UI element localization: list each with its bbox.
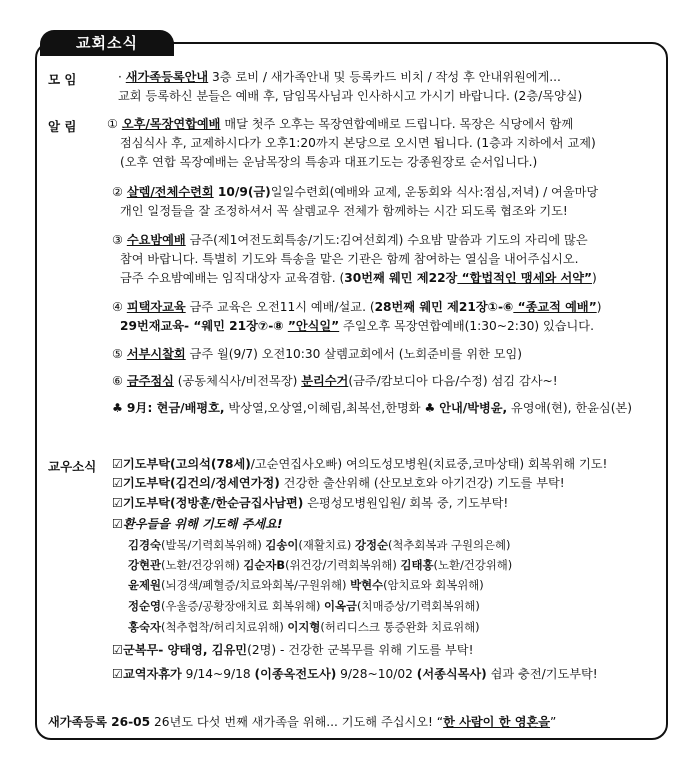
notice-3-line-1: ③ 수요밤예배 금주(제1여전도회특송/기도:김여선회계) 수요밤 말씀과 기도의 자리에 많은 (112, 233, 588, 247)
notice-4-line-1: ④ 피택자교육 금주 교육은 오전11시 예배/설교. (28번째 웨민 제21장①-⑥ “종교적 예배”) (112, 300, 602, 314)
notice-5: ⑤ 서부시찰회 금주 월(9/7) 오전10:30 살렘교회에서 (노회준비를 위한 모임) (112, 347, 523, 361)
checkbox-icon: ☑ (112, 517, 123, 531)
club-icon: ♣ (112, 401, 123, 415)
club-icon: ♣ (424, 401, 436, 415)
checkbox-icon: ☑ (112, 476, 123, 490)
member-news-5: ☑군복무- 양태영, 김유민(2명) - 건강한 군복무를 위해 기도를 부탁! (112, 643, 474, 657)
member-news-2: ☑기도부탁(김건의/정세연가정) 건강한 출산위해 (산모보호와 아기건강) 기도를 부탁! (112, 476, 565, 490)
label-members: 교우소식 (48, 459, 97, 474)
notice-1-line-3: (오후 연합 목장예배는 운남목장의 특송과 대표기도는 강종원장로 순서입니다.) (120, 155, 538, 169)
patient-line-2: 강현관(노환/건강위해) 김순자B(위건강/기력회복위해) 김태홍(노환/건강위해) (128, 558, 513, 572)
label-welcome: 모 임 (48, 72, 77, 87)
notice-1-line-2: 점심식사 후, 교제하시다가 오후1:20까지 본당으로 오시면 됩니다. (1층과 지하에서 교제) (120, 136, 596, 150)
member-news-6: ☑교역자휴가 9/14~9/18 (이종옥전도사) 9/28~10/02 (서종식목사) 쉼과 충전/기도부탁! (112, 667, 598, 681)
new-family-line: 새가족등록 26-05 26년도 다섯 번째 새가족을 위해... 기도해 주십시오! “한 사람이 한 영혼을” (48, 715, 557, 729)
checkbox-icon: ☑ (112, 496, 123, 510)
notice-2-line-2: 개인 일정들을 잘 조정하셔서 꼭 살렘교우 전체가 함께하는 시간 되도록 협조와 기도! (120, 204, 568, 218)
section-title: 교회소식 (40, 30, 174, 56)
notice-6: ⑥ 금주점심 (공동체식사/비전목장) 분리수거(금주/캄보디아 다음/수정) 섬김 감사~! (112, 374, 558, 388)
checkbox-icon: ☑ (112, 643, 123, 657)
notice-4-line-2: 29번재교육- “웨민 21장⑦-⑧ ”안식일” 주일오후 목장연합예배(1:30~2:30) 있습니다. (120, 319, 594, 333)
member-news-4: ☑환우들을 위해 기도해 주세요! (112, 517, 283, 531)
member-news-1: ☑기도부탁(고의석(78세)/고순연집사오빠) 여의도성모병원(치료중,코마상태) 회복위해 기도! (112, 457, 608, 471)
welcome-line-2: 교회 등록하신 분들은 예배 후, 담임목사님과 인사하시고 가시기 바랍니다. (2층/목양실) (118, 89, 583, 103)
checkbox-icon: ☑ (112, 457, 123, 471)
patient-line-5: 홍숙자(척추협착/허리치료위해) 이지형(허리디스크 통증완화 치료위해) (128, 620, 480, 634)
notice-3-line-3: 금주 수요밤예배는 임직대상자 교육겸함. (30번째 웨민 제22장 “합법적인 맹세와 서약”) (120, 271, 597, 285)
patient-line-1: 김경숙(발목/기력회복위해) 김송이(재활치료) 강정순(척추회복과 구원의은혜) (128, 538, 511, 552)
notice-1-line-1: ① 오후/목장연합예배 매달 첫주 오후는 목장연합예배로 드립니다. 목장은 식당에서 함께 (107, 117, 574, 131)
patient-line-3: 윤제원(뇌경색/폐혈증/치료와회복/구원위해) 박현수(암치료와 회복위해) (128, 578, 484, 592)
member-news-3: ☑기도부탁(정방훈/한순금집사남편) 은평성모병원입원/ 회복 중, 기도부탁! (112, 496, 509, 510)
notice-2-line-1: ② 살렘/전체수련회 10/9(금)일일수련회(예배와 교제, 운동회와 식사:점심,저녁) / 여울마당 (112, 185, 599, 199)
notice-3-line-2: 참여 바랍니다. 특별히 기도와 특송을 맡은 기관은 함께 참여하는 열심을 내어주십시오. (120, 252, 579, 266)
patient-line-4: 정순영(우울증/공황장애치료 회복위해) 이옥금(치매증상/기력회복위해) (128, 599, 480, 613)
checkbox-icon: ☑ (112, 667, 123, 681)
label-notices: 알 림 (48, 119, 77, 134)
notice-7: ♣ 9月: 현금/배평호, 박상열,오상열,이혜림,최복선,한명화 ♣ 안내/박병윤, 유영애(현), 한윤심(본) (112, 401, 632, 415)
welcome-line-1: · 새가족등록안내 3층 로비 / 새가족안내 및 등록카드 비치 / 작성 후 안내위원에게... (118, 70, 561, 84)
